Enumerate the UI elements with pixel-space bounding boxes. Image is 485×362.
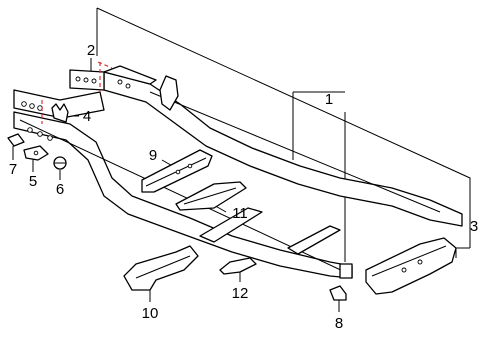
callout-8: 8 xyxy=(334,315,344,332)
part-6-bumper xyxy=(54,157,66,169)
bracket-part-12 xyxy=(220,258,256,274)
part-5-bracket xyxy=(24,146,48,160)
frame-hole xyxy=(118,80,122,84)
bracket-hole xyxy=(76,77,80,81)
frame-hole xyxy=(22,102,27,107)
part-8-bracket xyxy=(330,286,346,300)
frame-rail-upper-crease xyxy=(150,92,440,212)
bracket-part-8 xyxy=(330,286,346,300)
part-7-bracket xyxy=(8,134,24,146)
callout-11: 11 xyxy=(232,205,248,222)
bracket-hole xyxy=(34,151,38,155)
callout-4: 4 xyxy=(82,108,92,125)
part-12-bracket xyxy=(220,258,256,274)
part-10-skid-plate xyxy=(124,246,198,290)
callout-10: 10 xyxy=(141,305,159,322)
callout-5: 5 xyxy=(28,173,38,190)
bracket-hole xyxy=(84,78,88,82)
callout-6: 6 xyxy=(55,181,65,198)
callout-1: 1 xyxy=(324,91,334,108)
crossmember-hole xyxy=(176,170,180,174)
frame-hole xyxy=(48,136,53,141)
callout-2: 2 xyxy=(86,42,96,59)
frame-hole xyxy=(28,128,33,133)
bracket-hole xyxy=(418,260,422,264)
leader-3 xyxy=(456,248,470,258)
bracket-part-3 xyxy=(366,238,456,294)
bracket-hole xyxy=(92,79,96,83)
crossmember-rear xyxy=(288,226,340,254)
frame-hole xyxy=(38,132,43,137)
callout-9: 9 xyxy=(148,147,158,164)
callout-3: 3 xyxy=(469,218,479,235)
callout-7: 7 xyxy=(8,161,18,178)
part-3-bracket xyxy=(366,238,456,294)
bracket-part-7 xyxy=(8,134,24,146)
rear-rail-end xyxy=(340,264,352,278)
frame-hole xyxy=(30,104,35,109)
frame-assembly xyxy=(14,66,462,278)
callout-12: 12 xyxy=(231,285,249,302)
bracket-hole xyxy=(402,268,406,272)
frame-hole xyxy=(126,84,130,88)
crossmember-hole xyxy=(188,164,192,168)
